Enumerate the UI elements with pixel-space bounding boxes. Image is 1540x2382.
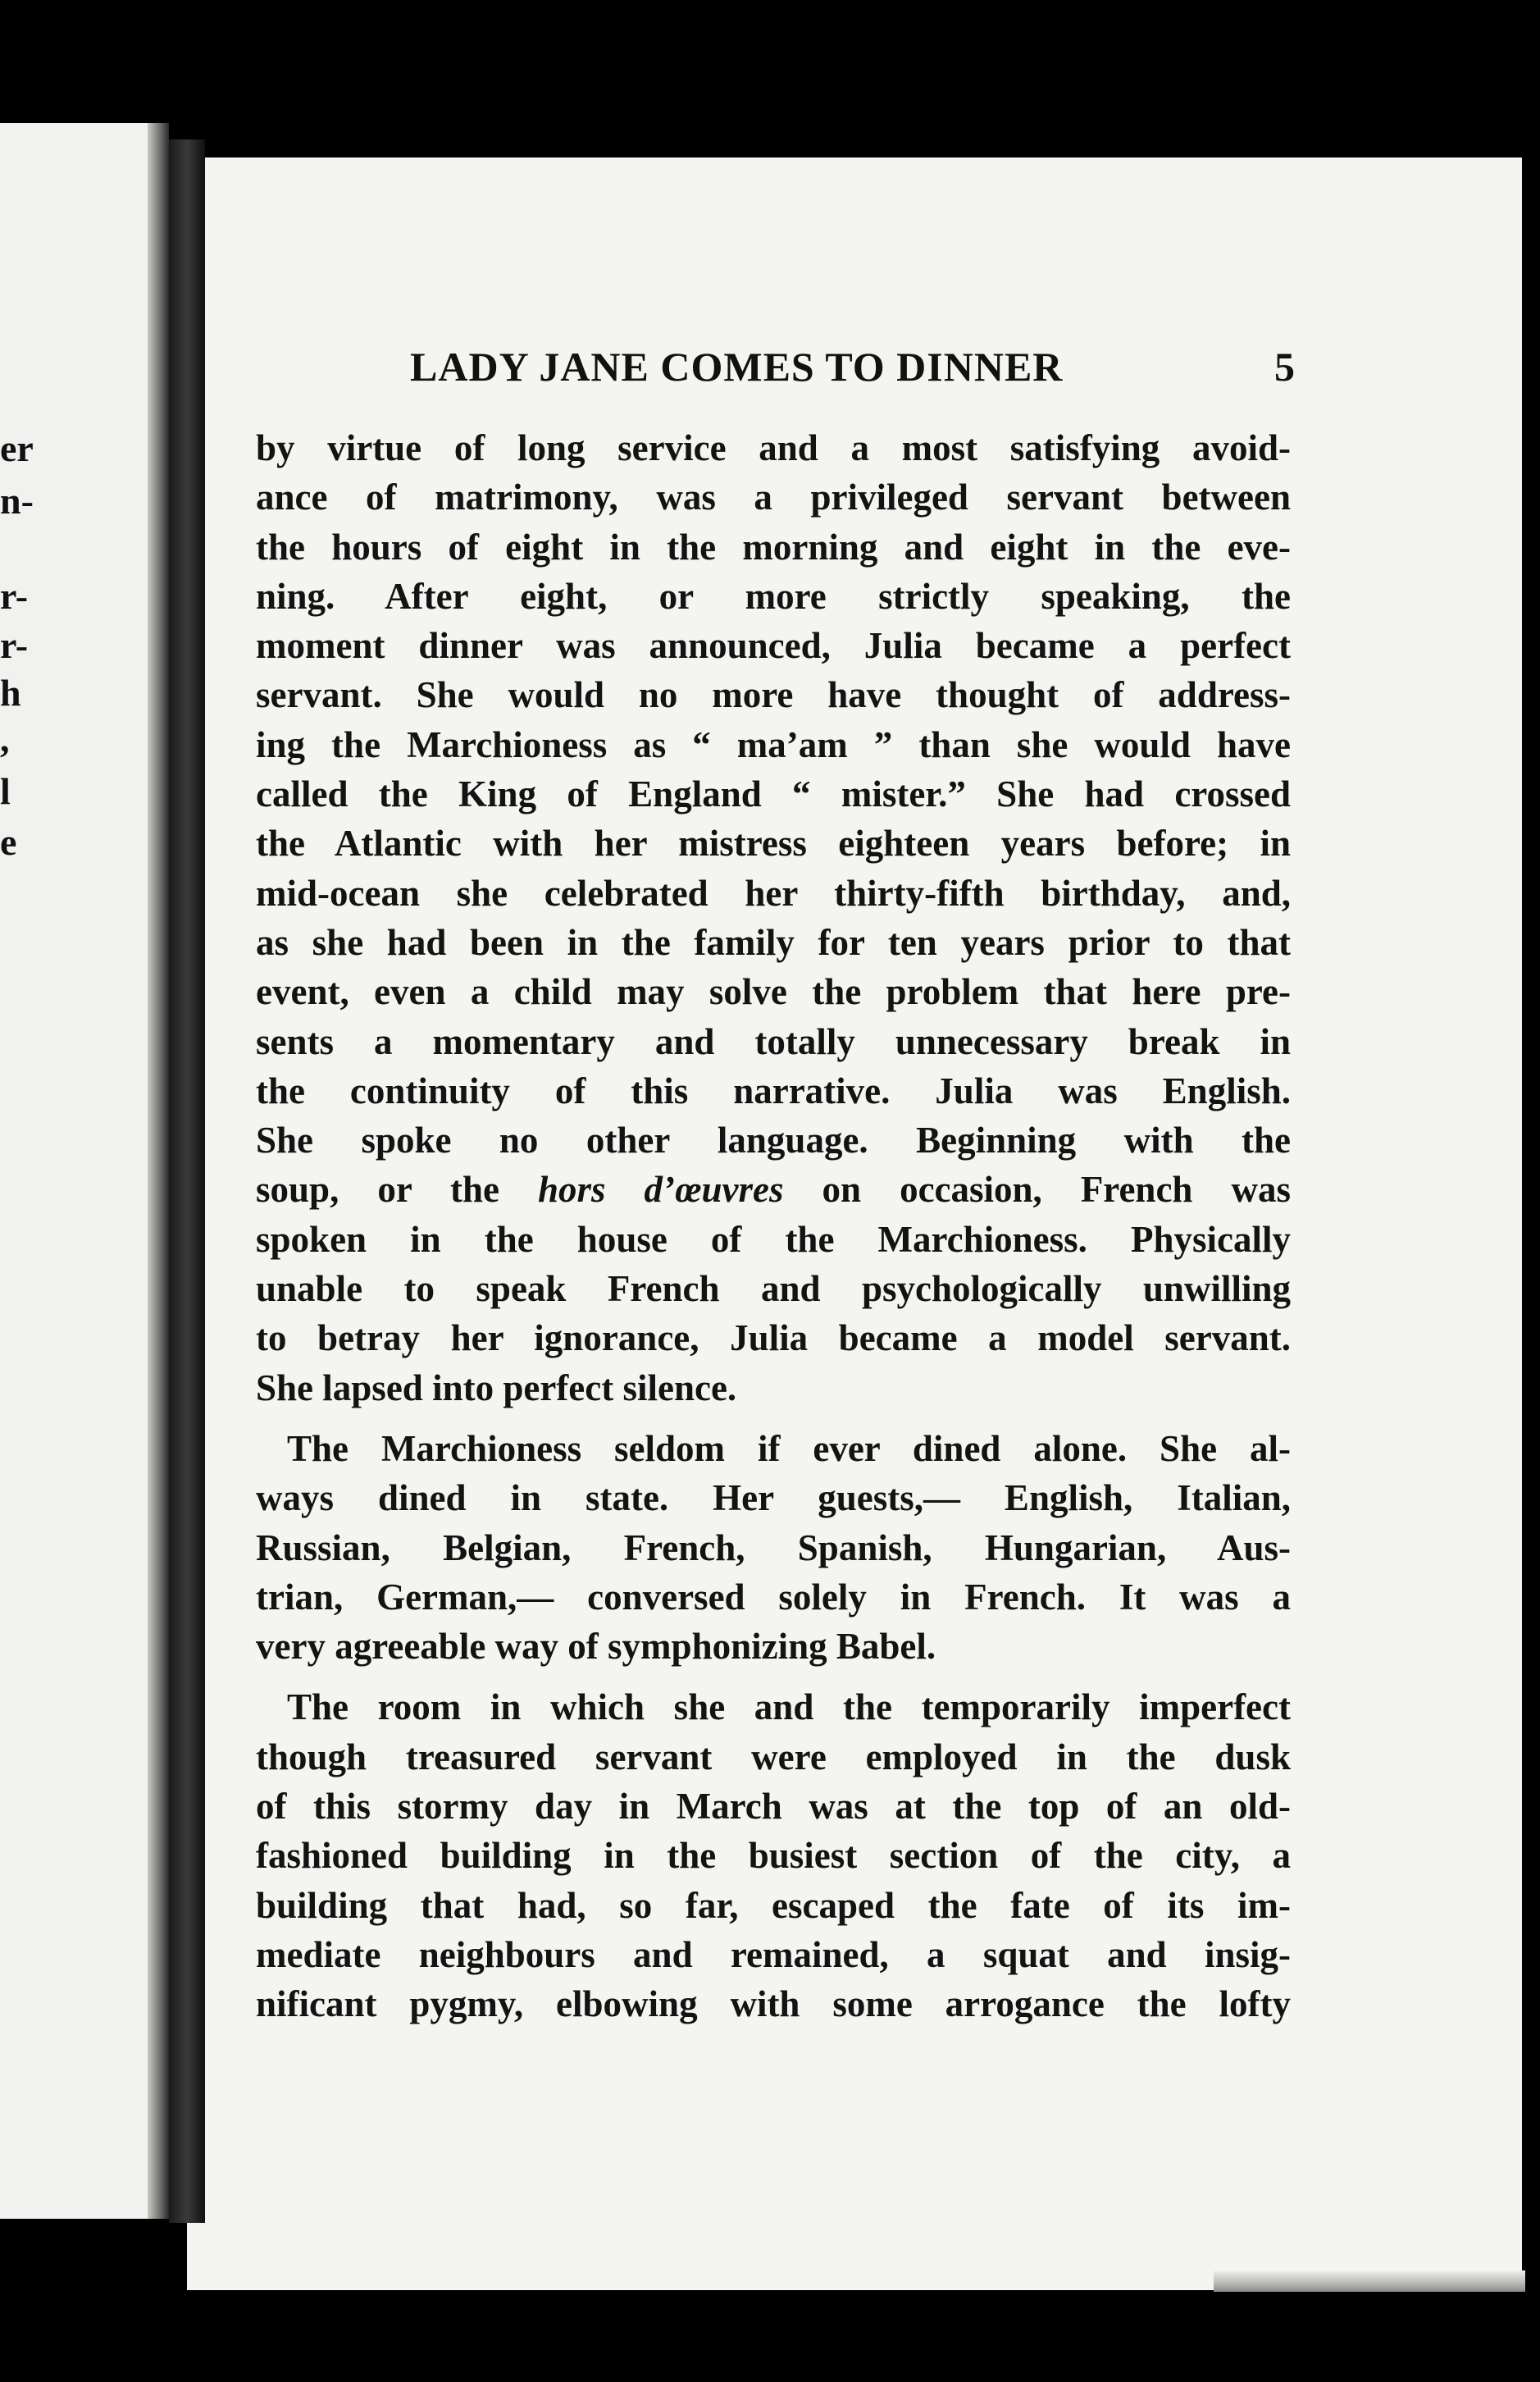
text-line: spoken in the house of the Marchioness. Physically — [256, 1218, 1291, 1260]
text-line: She lapsed into perfect silence. — [256, 1367, 737, 1408]
text-line: the Atlantic with her mistress eighteen years before; in — [256, 823, 1291, 865]
text-line: of this stormy day in March was at the top of an old- — [256, 1786, 1291, 1828]
text-line: as she had been in the family for ten years prior to that — [256, 921, 1291, 963]
text-line: mediate neighbours and remained, a squat and insig- — [256, 1933, 1291, 1975]
text-line: called the King of England “ mister.” She had crossed — [256, 773, 1291, 815]
left-page-fragment: e — [0, 821, 17, 863]
left-page-gutter — [148, 123, 169, 2219]
left-page-fragment: r- — [0, 624, 29, 666]
text-line: by virtue of long service and a most satisfying avoid- — [256, 427, 1291, 468]
page-number: 5 — [1274, 344, 1296, 390]
text-line: though treasured servant were employed in the dusk — [256, 1736, 1291, 1777]
text-line: trian, German,— conversed solely in French. It was a — [256, 1576, 1291, 1618]
text-line: ways dined in state. Her guests,— English, Italian, — [256, 1477, 1291, 1519]
text-line: The room in which she and the temporarily imperfect — [287, 1686, 1291, 1728]
text-line: unable to speak French and psychologically unwilling — [256, 1268, 1291, 1310]
text-line: building that had, so far, escaped the fate of its im- — [256, 1884, 1291, 1926]
text-line: very agreeable way of symphonizing Babel. — [256, 1626, 936, 1668]
text-line: nificant pygmy, elbowing with some arrogance the lofty — [256, 1983, 1291, 2025]
left-page-fragment: r- — [0, 575, 29, 617]
text-line: ning. After eight, or more strictly speaking, the — [256, 575, 1291, 617]
text-line: to betray her ignorance, Julia became a model servant. — [256, 1317, 1291, 1359]
left-page-fragment: , — [0, 718, 10, 760]
body-text — [256, 423, 1291, 2029]
text-line: fashioned building in the busiest section of the city, a — [256, 1835, 1291, 1877]
text-line: moment dinner was announced, Julia became a perfect — [256, 625, 1291, 667]
text-line: mid-ocean she celebrated her thirty-fifth birthday, and, — [256, 872, 1291, 914]
text-line: event, even a child may solve the problem that here pre- — [256, 971, 1291, 1013]
text-line: Russian, Belgian, French, Spanish, Hungarian, Aus- — [256, 1526, 1291, 1568]
book-spine-shadow — [169, 139, 205, 2223]
text-line: She spoke no other language. Beginning with the — [256, 1120, 1291, 1161]
text-line: servant. She would no more have thought of address- — [256, 674, 1291, 716]
text-line: the hours of eight in the morning and eight in the eve- — [256, 526, 1291, 568]
text-line: The Marchioness seldom if ever dined alone. She al- — [287, 1427, 1291, 1469]
running-title: LADY JANE COMES TO DINNER — [410, 344, 1064, 390]
page-edge — [1214, 2270, 1525, 2292]
left-page-fragment: h — [0, 672, 21, 714]
left-page-fragment: l — [0, 770, 11, 812]
text-line: soup, or the hors d’œuvres on occasion, French was — [256, 1169, 1291, 1211]
text-line: sents a momentary and totally unnecessary break in — [256, 1020, 1291, 1062]
left-page-fragment: er — [0, 427, 34, 469]
text-line: ing the Marchioness as “ ma’am ” than she would have — [256, 723, 1291, 765]
text-line: the continuity of this narrative. Julia was English. — [256, 1070, 1291, 1111]
left-page-fragment: n- — [0, 480, 34, 522]
text-line: ance of matrimony, was a privileged servant between — [256, 477, 1291, 518]
